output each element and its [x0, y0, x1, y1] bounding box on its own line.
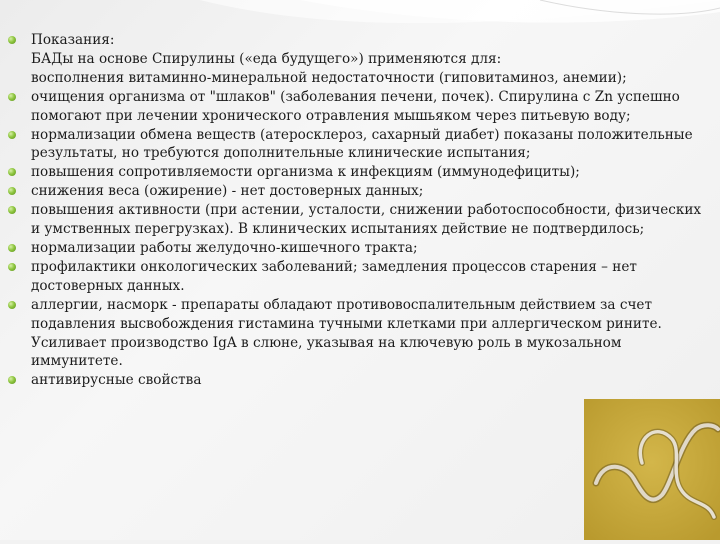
list-item [8, 239, 714, 258]
bullet-icon [8, 206, 16, 214]
list-item-text: антивирусные свойства [31, 372, 202, 389]
bullet-icon [8, 187, 16, 195]
bullet-icon [8, 263, 16, 271]
list-item [8, 371, 714, 390]
list-item-text: нормализации обмена веществ (атеросклероз, сахарный диабет) показаны положительные результаты, но требуются дополнительные клинические испытания; [31, 126, 693, 162]
list-item [8, 182, 714, 201]
list-item-text: нормализации работы желудочно-кишечного тракта; [31, 239, 418, 256]
list-item [8, 126, 714, 164]
bullet-icon [8, 131, 16, 139]
bullet-icon [8, 301, 16, 309]
list-item [8, 258, 714, 296]
bullet-icon [8, 36, 16, 44]
list-item-text: профилактики онкологических заболеваний; замедления процессов старения – нет достоверных данных. [31, 258, 637, 294]
spirulina-filament-icon [584, 399, 720, 540]
list-item [8, 163, 714, 182]
bullet-icon [8, 244, 16, 252]
bullet-icon [8, 376, 16, 384]
list-item-text: повышения активности (при астении, усталости, снижении работоспособности, физических и умственных перегрузках). В клинических испытаниях действие не подтвердилось; [31, 202, 702, 238]
bullet-icon [8, 93, 16, 101]
bullet-icon [8, 168, 16, 176]
indications-list-container [8, 31, 714, 390]
list-item [8, 88, 714, 126]
list-item [8, 201, 714, 239]
list-item [8, 31, 714, 88]
list-item-text: очищения организма от "шлаков" (заболевания печени, почек). Спирулина с Zn успешно помогают при лечении хронического отравления мышьяком через питьевую воду; [31, 88, 680, 124]
list-item-text: аллергии, насморк - препараты обладают противовоспалительным действием за счет подавления высвобождения гистамина тучными клетками при аллергическом рините. Усиливает производство IgA в слюне, указывая на ключевую роль в мукозальном иммунитете. [31, 296, 662, 370]
list-item-text: повышения сопротивляемости организма к инфекциям (иммунодефициты); [31, 164, 580, 181]
list-item-text: Показания: БАДы на основе Спирулины («еда будущего») применяются для: восполнения витаминно-минеральной недостаточности (гиповитаминоз, анемии); [31, 32, 627, 86]
indications-list [8, 31, 714, 390]
list-item [8, 296, 714, 372]
spirulina-micrograph-image [584, 399, 720, 540]
list-item-text: снижения веса (ожирение) - нет достоверных данных; [31, 183, 424, 200]
